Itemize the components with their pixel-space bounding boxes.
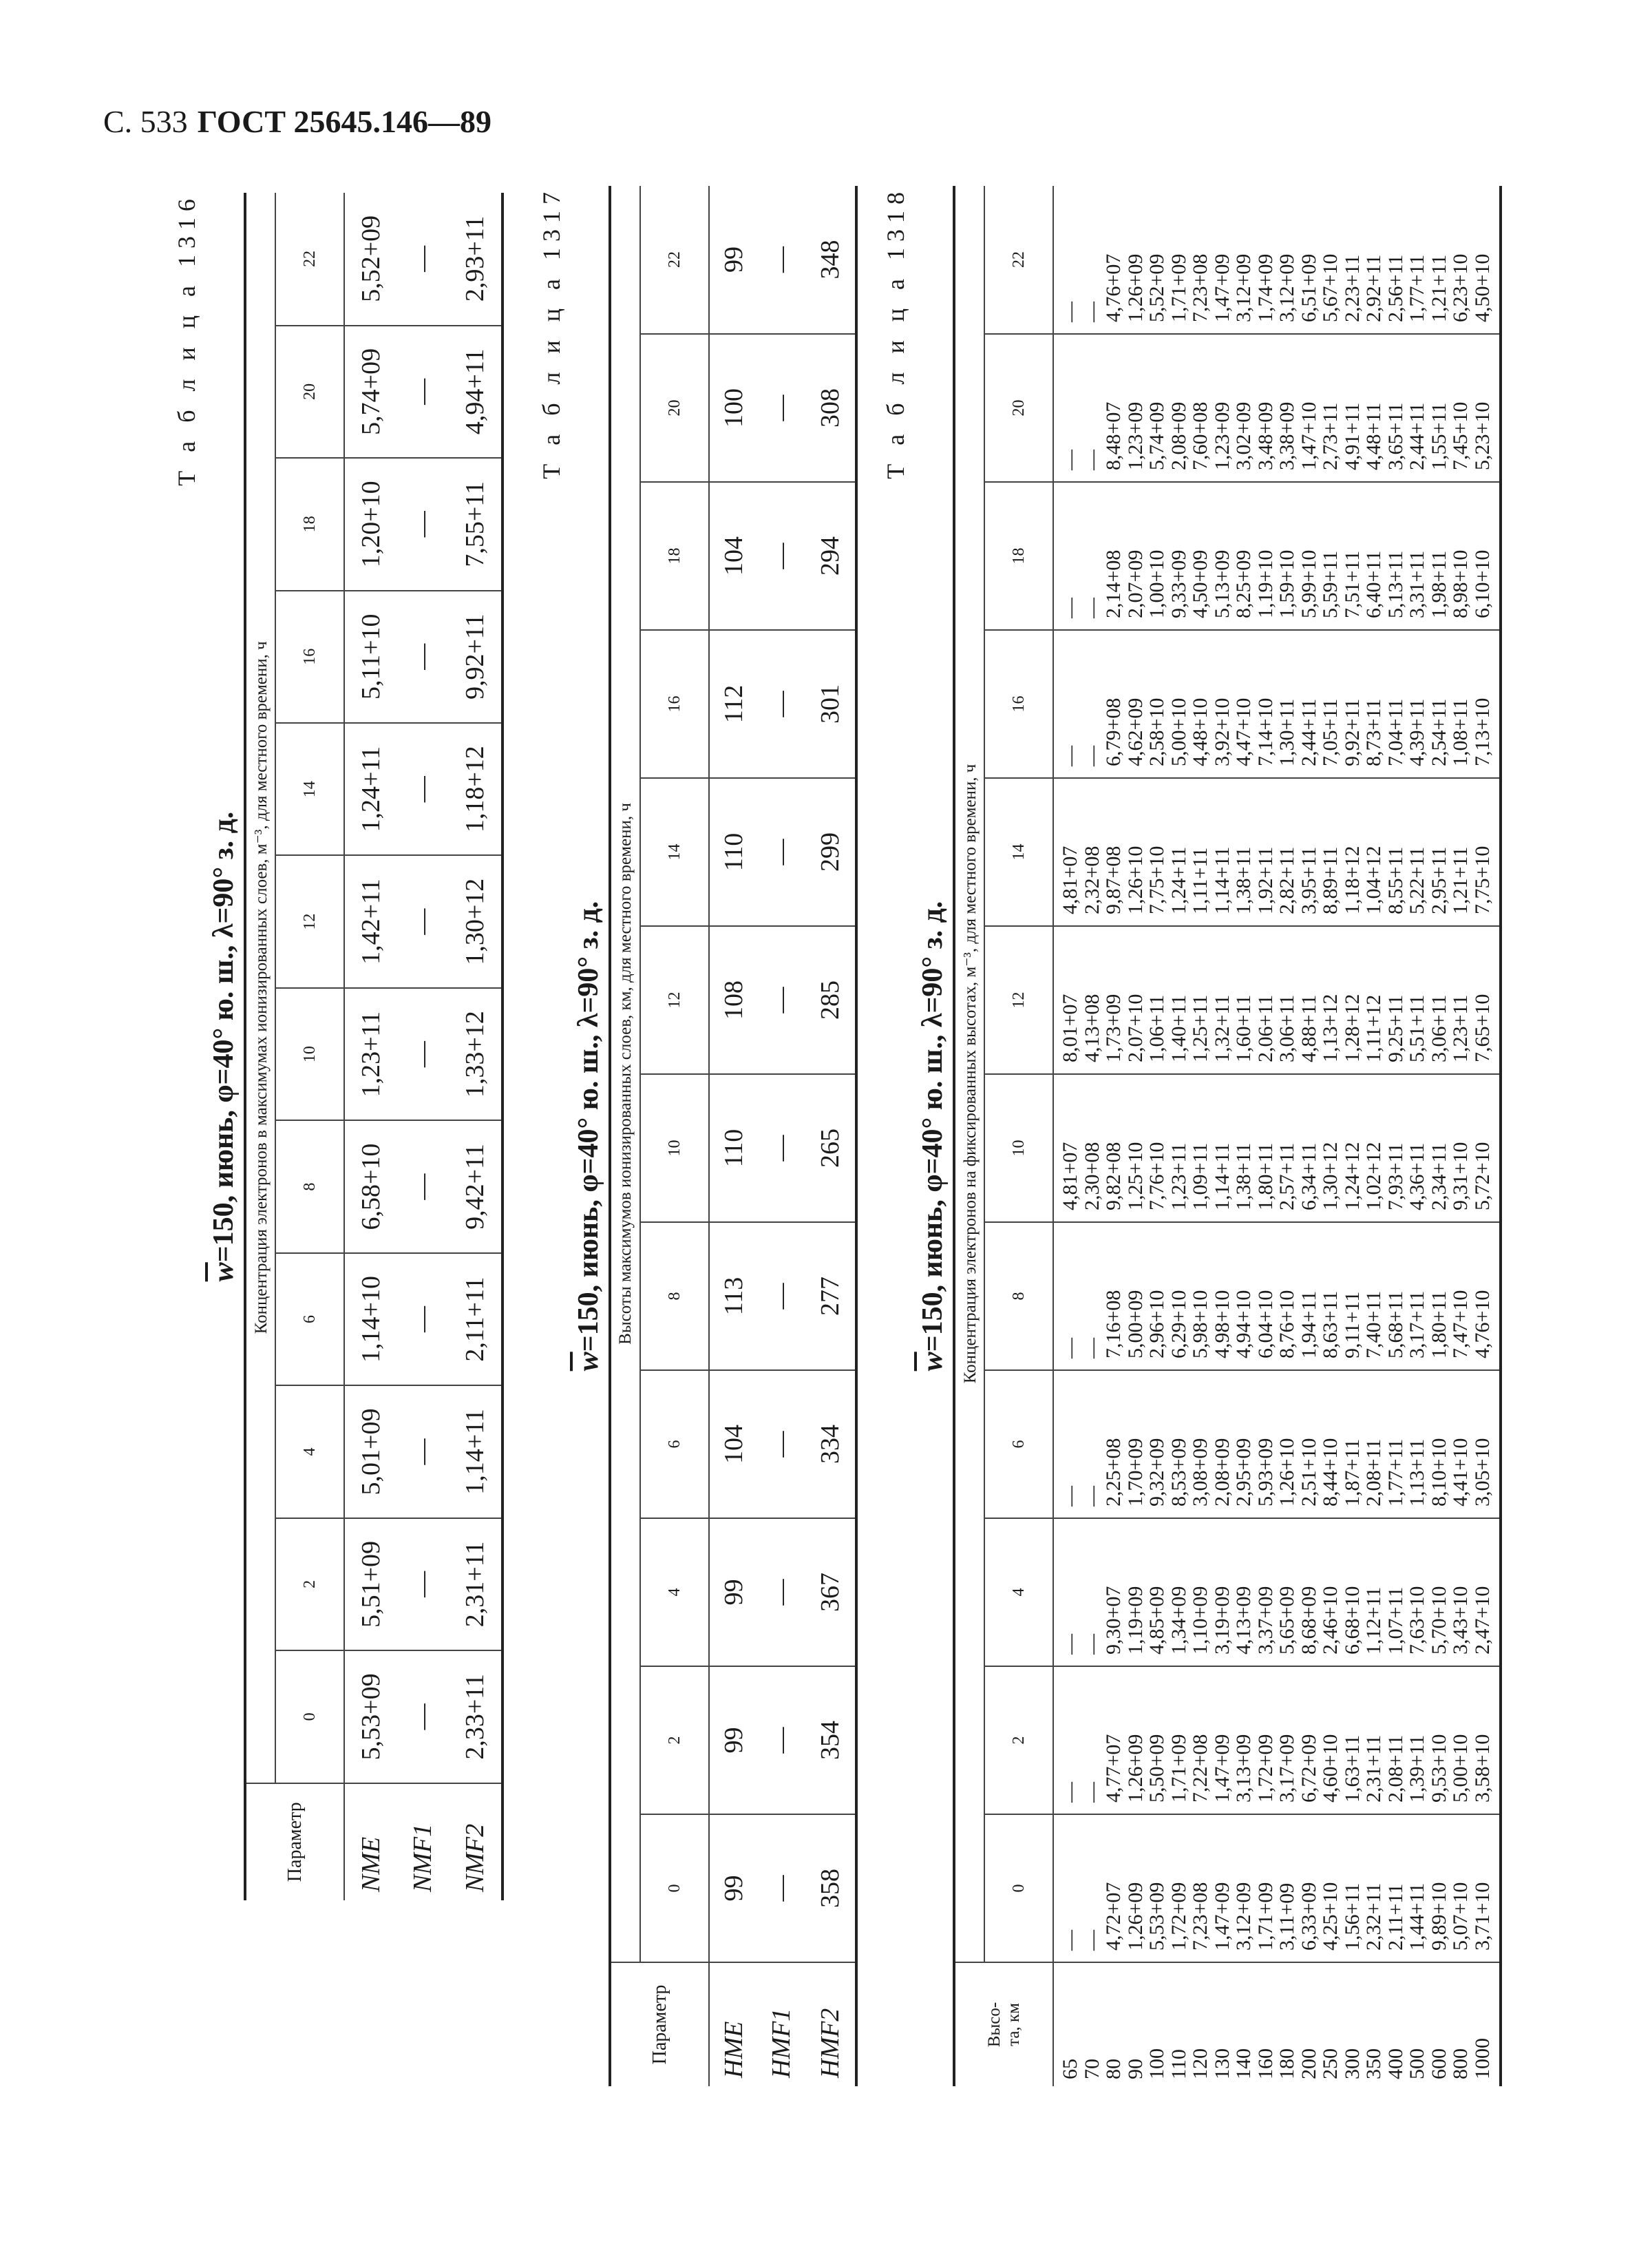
table-row [344, 193, 396, 1900]
hour-header-cell: 22 [640, 186, 709, 334]
table-cell: 1,14+10 [344, 1253, 396, 1385]
value-column: — — 6,79+08 4,62+09 2,58+10 5,00+10 4,48+10 3,92+10 4,47+10 7,14+10 1,30+11 2,44+11 7,05+11 9,92+11 8,73+11 7,04+11 4,39+11 2,54+11 1,08+11 7,13+10 [1053, 630, 1501, 778]
table-cell: — [757, 630, 805, 778]
table-cell: 5,01+09 [344, 1385, 396, 1518]
table-1316-title: $\overline{w}=150$, июнь, φ=40° ю. ш., λ=90° з. д. [204, 193, 246, 1900]
value-column: — — 9,30+07 1,19+09 4,85+09 1,34+09 1,10+09 3,19+09 4,13+09 3,37+09 5,65+09 8,68+09 2,46+10 6,68+10 1,12+11 1,07+11 7,63+10 5,70+10 3,43+10 2,47+10 [1053, 1518, 1501, 1666]
page-number: С. 533 [103, 104, 188, 139]
table-row [396, 193, 449, 1900]
row-label: HMF2 [805, 1962, 856, 2086]
row-label: HME [709, 1962, 757, 2086]
hour-header-row [275, 193, 344, 1900]
table-1316-block [172, 193, 504, 1900]
table-cell: — [396, 855, 449, 987]
table-cell: 108 [709, 926, 757, 1074]
table-1318-block [881, 186, 1502, 2086]
table-cell: 348 [816, 240, 845, 280]
row-label: NME [344, 1783, 396, 1900]
hour-header-cell: 4 [640, 1518, 709, 1666]
table-cell: — [757, 334, 805, 482]
table-cell: — [757, 1074, 805, 1222]
table-cell: 2,11+11 [449, 1253, 503, 1385]
hour-header-row [640, 186, 709, 2086]
table-cell: 367 [805, 1518, 856, 1666]
hour-header-cell: 16 [275, 591, 344, 723]
table-cell: 9,42+11 [449, 1120, 503, 1252]
table-row [805, 186, 856, 2086]
table-cell: — [396, 988, 449, 1120]
table-cell: 2,93+11 [461, 216, 489, 302]
hour-header-cell: 8 [984, 1222, 1053, 1370]
hour-header-cell: 18 [640, 482, 709, 630]
table-row [449, 193, 503, 1900]
table-cell: 334 [805, 1370, 856, 1518]
group-header: Высоты максимумов ионизированных слоев, км, для местного времени, ч [611, 186, 640, 1962]
table-cell: 112 [709, 630, 757, 778]
table-cell: 5,53+09 [344, 1650, 396, 1783]
page-header [103, 103, 491, 140]
value-column: — — 2,25+08 1,70+09 9,32+09 8,53+09 3,08+09 2,08+09 2,95+09 5,93+09 1,26+10 2,51+10 8,44+10 1,87+11 2,08+11 1,77+11 1,13+11 8,10+10 4,41+10 3,05+10 [1053, 1370, 1501, 1518]
table-cell: — [396, 1120, 449, 1252]
table-cell: — [396, 1518, 449, 1650]
table-body [1053, 186, 1501, 2086]
table-cell: — [757, 1518, 805, 1666]
value-column: — — 8,48+07 1,23+09 5,74+09 2,08+09 7,60+08 1,23+09 3,02+09 3,48+09 3,38+09 1,47+10 2,73+11 4,91+11 4,48+11 3,65+11 2,44+11 1,55+11 7,45+10 5,23+10 [1053, 334, 1501, 482]
hour-header-cell: 6 [275, 1253, 344, 1385]
hour-header-cell: 0 [984, 1814, 1053, 1962]
table-1316-label: Т а б л и ц а 1316 [173, 193, 200, 486]
row-label: NMF2 [449, 1783, 503, 1900]
hour-header-cell: 8 [640, 1222, 709, 1370]
table-1316 [246, 193, 504, 1900]
value-column: — — 2,14+08 2,07+09 1,00+10 9,33+09 4,50+09 5,13+09 8,25+09 1,19+10 1,59+10 5,99+10 5,59+11 7,51+11 6,40+11 5,13+11 3,31+11 1,98+11 8,98+10 6,10+10 [1053, 482, 1501, 630]
table-cell: 277 [805, 1222, 856, 1370]
table-cell: 308 [805, 334, 856, 482]
hour-header-cell: 20 [984, 334, 1053, 482]
height-list: 65 70 80 90 100 110 120 130 140 160 180 200 250 300 350 400 500 600 800 1000 [1053, 1962, 1501, 2086]
height-header: Высо- та, км [955, 1962, 1053, 2086]
table-cell: 1,14+11 [449, 1385, 503, 1518]
gost-code: ГОСТ 25645.146—89 [197, 104, 492, 139]
table-cell: — [396, 458, 449, 590]
table-cell: — [396, 723, 449, 855]
param-header: Параметр [611, 1962, 709, 2086]
table-1317-title: $\overline{w}=150$, июнь, φ=40° ю. ш., λ=90° з. д. [569, 186, 611, 2086]
hour-header-cell: 14 [640, 778, 709, 926]
table-cell: 1,20+10 [344, 458, 396, 590]
table-cell: 5,51+09 [344, 1518, 396, 1650]
table-cell: 110 [709, 1074, 757, 1222]
table-cell: — [396, 591, 449, 723]
table-cell: 7,55+11 [449, 458, 503, 590]
table-cell: 6,58+10 [344, 1120, 396, 1252]
table-cell: 5,52+09 [356, 215, 385, 302]
table-cell: 301 [805, 630, 856, 778]
hour-header-cell: 22 [275, 193, 344, 326]
hour-header-cell: 14 [275, 723, 344, 855]
table-cell: 299 [805, 778, 856, 926]
table-cell: 294 [805, 482, 856, 630]
hour-header-cell: 16 [640, 630, 709, 778]
table-cell: 4,94+11 [449, 326, 503, 458]
table-cell: — [757, 1666, 805, 1814]
table-cell: — [757, 926, 805, 1074]
table-cell: 99 [709, 1814, 757, 1962]
table-cell: 99 [719, 246, 748, 273]
table-cell: 104 [709, 482, 757, 630]
table-1317 [611, 186, 858, 2086]
hour-header-cell: 12 [275, 855, 344, 987]
hour-header-cell: 2 [984, 1666, 1053, 1814]
hour-header-cell: 20 [640, 334, 709, 482]
table-cell: 285 [805, 926, 856, 1074]
hour-header-cell: 22 [984, 186, 1053, 334]
table-1318 [955, 186, 1502, 2086]
value-column: — — 7,16+08 5,00+09 2,96+10 6,29+10 5,98+10 4,98+10 4,94+10 6,04+10 8,76+10 1,94+11 8,63+11 9,11+11 7,40+11 5,68+11 3,17+11 1,80+11 7,47+10 4,76+10 [1053, 1222, 1501, 1370]
hour-header-cell: 8 [275, 1120, 344, 1252]
table-row [709, 186, 757, 2086]
table-cell: 1,42+11 [344, 855, 396, 987]
hour-header-cell: 2 [275, 1518, 344, 1650]
value-column: — — 4,72+07 1,26+09 5,53+09 1,72+09 7,23+08 1,47+09 3,12+09 1,71+09 3,11+09 6,33+09 4,25+10 1,56+11 2,32+11 2,11+11 1,44+11 9,89+10 5,07+10 3,71+10 [1053, 1814, 1501, 1962]
group-header: Концентрация электронов на фиксированных высотах, м⁻³, для местного времени, ч [955, 186, 984, 1962]
hour-header-cell: 10 [640, 1074, 709, 1222]
table-cell: 1,24+11 [344, 723, 396, 855]
hour-header-cell: 18 [275, 458, 344, 590]
table-1317-label: Т а б л и ц а 1317 [538, 186, 565, 479]
table-cell: — [757, 482, 805, 630]
hour-header-cell: 4 [984, 1518, 1053, 1666]
hour-header-cell: 2 [640, 1666, 709, 1814]
hour-header-cell: 6 [640, 1370, 709, 1518]
group-header: Концентрация электронов в максимумах ионизированных слоев, м⁻³, для местного времени, ч [246, 193, 275, 1783]
hour-header-row [984, 186, 1053, 2086]
table-cell: 358 [805, 1814, 856, 1962]
hour-header-cell: 10 [275, 988, 344, 1120]
hour-header-cell: 16 [984, 630, 1053, 778]
table-cell: 9,92+11 [449, 591, 503, 723]
hour-header-cell: 18 [984, 482, 1053, 630]
table-cell: 2,33+11 [449, 1650, 503, 1783]
hour-header-cell: 0 [275, 1650, 344, 1783]
value-column: 8,01+07 4,13+08 1,73+09 2,07+10 1,06+11 1,40+11 1,25+11 1,32+11 1,60+11 2,06+11 3,06+11 4,88+11 1,13+12 1,28+12 1,11+12 9,25+11 5,51+11 3,06+11 1,23+11 7,65+10 [1053, 926, 1501, 1074]
table-1317-block [537, 186, 858, 2086]
table-cell: 1,30+12 [449, 855, 503, 987]
value-column: — — 4,77+07 1,26+09 5,50+09 1,71+09 7,22+08 1,47+09 3,13+09 1,72+09 3,17+09 6,72+09 4,60+10 1,63+11 2,31+11 2,08+11 1,39+11 9,53+10 5,00+10 3,58+10 [1053, 1666, 1501, 1814]
table-cell: — [396, 1650, 449, 1783]
table-cell: — [757, 1222, 805, 1370]
table-row [757, 186, 805, 2086]
table-1318-label: Т а б л и ц а 1318 [882, 186, 909, 479]
hour-header-cell: 14 [984, 778, 1053, 926]
table-cell: — [757, 1814, 805, 1962]
table-cell: — [767, 246, 796, 273]
table-cell: 5,11+10 [344, 591, 396, 723]
table-cell: 265 [805, 1074, 856, 1222]
table-cell: 1,23+11 [344, 988, 396, 1120]
value-column: 4,81+07 2,30+08 9,82+08 1,25+10 7,76+10 1,23+11 1,09+11 1,14+11 1,38+11 1,80+11 2,57+11 6,34+11 1,30+12 1,24+12 1,02+12 7,93+11 4,36+11 2,34+11 9,31+10 5,72+10 [1053, 1074, 1501, 1222]
row-label: NMF1 [396, 1783, 449, 1900]
row-label: HMF1 [757, 1962, 805, 2086]
hour-header-cell: 20 [275, 326, 344, 458]
param-header: Параметр [246, 1783, 344, 1900]
table-cell: 99 [709, 1518, 757, 1666]
hour-header-cell: 12 [984, 926, 1053, 1074]
hour-header-cell: 0 [640, 1814, 709, 1962]
hour-header-cell: 4 [275, 1385, 344, 1518]
table-cell: 100 [709, 334, 757, 482]
table-cell: — [396, 1385, 449, 1518]
hour-header-cell: 12 [640, 926, 709, 1074]
table-cell: — [757, 778, 805, 926]
value-column: — — 4,76+07 1,26+09 5,52+09 1,71+09 7,23+08 1,47+09 3,12+09 1,74+09 3,12+09 6,51+09 5,67+10 2,23+11 2,92+11 2,56+11 1,77+11 1,21+11 6,23+10 4,50+10 [1059, 253, 1494, 322]
table-1318-title: $\overline{w}=150$, июнь, φ=40° ю. ш., λ=90° з. д. [913, 186, 955, 2086]
table-cell: 1,33+12 [449, 988, 503, 1120]
table-cell: 2,31+11 [449, 1518, 503, 1650]
table-cell: 1,18+12 [449, 723, 503, 855]
table-cell: — [396, 326, 449, 458]
table-cell: 110 [709, 778, 757, 926]
hour-header-cell: 10 [984, 1074, 1053, 1222]
table-cell: 113 [709, 1222, 757, 1370]
table-cell: — [396, 1253, 449, 1385]
table-cell: — [408, 245, 437, 272]
table-cell: — [757, 1370, 805, 1518]
value-column: 4,81+07 2,32+08 9,87+08 1,26+10 7,75+10 1,24+11 1,11+11 1,14+11 1,38+11 1,92+11 2,82+11 3,95+11 8,89+11 1,18+12 1,04+12 8,55+11 5,22+11 2,95+11 1,21+11 7,75+10 [1053, 778, 1501, 926]
table-cell: 5,74+09 [344, 326, 396, 458]
table-cell: 99 [709, 1666, 757, 1814]
hour-header-cell: 6 [984, 1370, 1053, 1518]
table-cell: 104 [709, 1370, 757, 1518]
table-cell: 354 [805, 1666, 856, 1814]
